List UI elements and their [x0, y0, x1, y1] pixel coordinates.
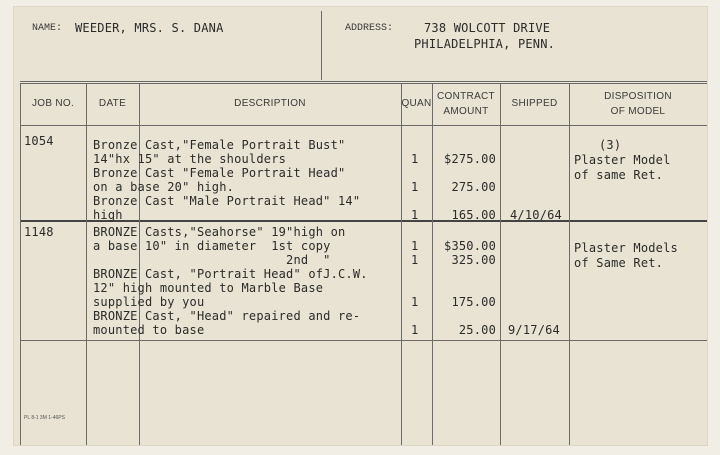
- quantity: 1: [411, 180, 419, 194]
- disposition-line: of same Ret.: [574, 168, 664, 182]
- shipped-date: 4/10/64: [510, 208, 562, 222]
- description-line: Bronze Cast "Female Portrait Head": [93, 166, 346, 180]
- disposition-line: of Same Ret.: [574, 256, 664, 270]
- description-line: high: [93, 208, 123, 222]
- contract-amount: $350.00: [444, 239, 496, 253]
- col-header-date: DATE: [98, 98, 127, 109]
- col-rule-desc: [401, 83, 402, 445]
- contract-amount: 275.00: [451, 180, 496, 194]
- description-line: supplied by you: [93, 295, 205, 309]
- quantity: 1: [411, 253, 419, 267]
- contract-amount: 175.00: [451, 295, 496, 309]
- description-line: BRONZE Cast, "Portrait Head" ofJ.C.W.: [93, 267, 368, 281]
- col-header-shipped: SHIPPED: [511, 98, 558, 109]
- quantity: 1: [411, 152, 419, 166]
- quantity: 1: [411, 295, 419, 309]
- quantity: 1: [411, 208, 419, 222]
- col-header-disposition: DISPOSITION: [604, 91, 672, 102]
- contract-amount: 325.00: [451, 253, 496, 267]
- contract-amount: 25.00: [458, 323, 496, 337]
- description-line: 2nd ": [93, 253, 331, 267]
- disposition-line: Plaster Model: [574, 153, 671, 167]
- contract-amount: $275.00: [444, 152, 496, 166]
- disposition-line: (3): [599, 138, 622, 152]
- form-code: PL 8-1 3M 1-46PS: [24, 415, 65, 421]
- header-divider: [321, 11, 322, 80]
- col-header-job-no: JOB NO.: [31, 98, 75, 109]
- job-number: 1054: [24, 134, 54, 148]
- disposition-line: Plaster Models: [574, 241, 678, 255]
- address-line-2: PHILADELPHIA, PENN.: [414, 37, 556, 51]
- col-header-of-model: OF MODEL: [610, 106, 666, 117]
- description-line: Bronze Cast,"Female Portrait Bust": [93, 138, 346, 152]
- quantity: 1: [411, 239, 419, 253]
- col-rule-amount: [500, 83, 501, 445]
- description-line: a base 10" in diameter 1st copy: [93, 239, 331, 253]
- col-header-amount: AMOUNT: [443, 106, 489, 117]
- address-line-1: 738 WOLCOTT DRIVE: [424, 21, 551, 35]
- table-top-rule-2: [20, 83, 707, 84]
- col-rule-job: [86, 83, 87, 445]
- record-card: [13, 6, 708, 446]
- description-line: 14"hx 15" at the shoulders: [93, 152, 287, 166]
- quantity: 1: [411, 323, 419, 337]
- description-line: BRONZE Cast, "Head" repaired and re-: [93, 309, 361, 323]
- name-value: WEEDER, MRS. S. DANA: [75, 21, 224, 35]
- col-header-description: DESCRIPTION: [234, 98, 306, 109]
- contract-amount: 165.00: [451, 208, 496, 222]
- address-label: ADDRESS:: [345, 23, 394, 34]
- description-line: Bronze Cast "Male Portrait Head" 14": [93, 194, 361, 208]
- description-line: 12" high mounted to Marble Base: [93, 281, 324, 295]
- description-line: BRONZE Casts,"Seahorse" 19"high on: [93, 225, 346, 239]
- col-header-quan: QUAN: [401, 98, 432, 109]
- shipped-date: 9/17/64: [508, 323, 560, 337]
- description-line: on a base 20" high.: [93, 180, 235, 194]
- col-rule-left: [20, 83, 21, 445]
- name-label: NAME:: [32, 23, 63, 34]
- description-line: mounted to base: [93, 323, 205, 337]
- col-rule-shipped: [569, 83, 570, 445]
- table-top-rule: [20, 81, 707, 82]
- job-separator-rule: [20, 220, 707, 222]
- table-bottom-rule: [20, 340, 707, 341]
- job-number: 1148: [24, 225, 54, 239]
- col-header-contract: CONTRACT: [437, 91, 495, 102]
- header-bottom-rule: [20, 125, 707, 126]
